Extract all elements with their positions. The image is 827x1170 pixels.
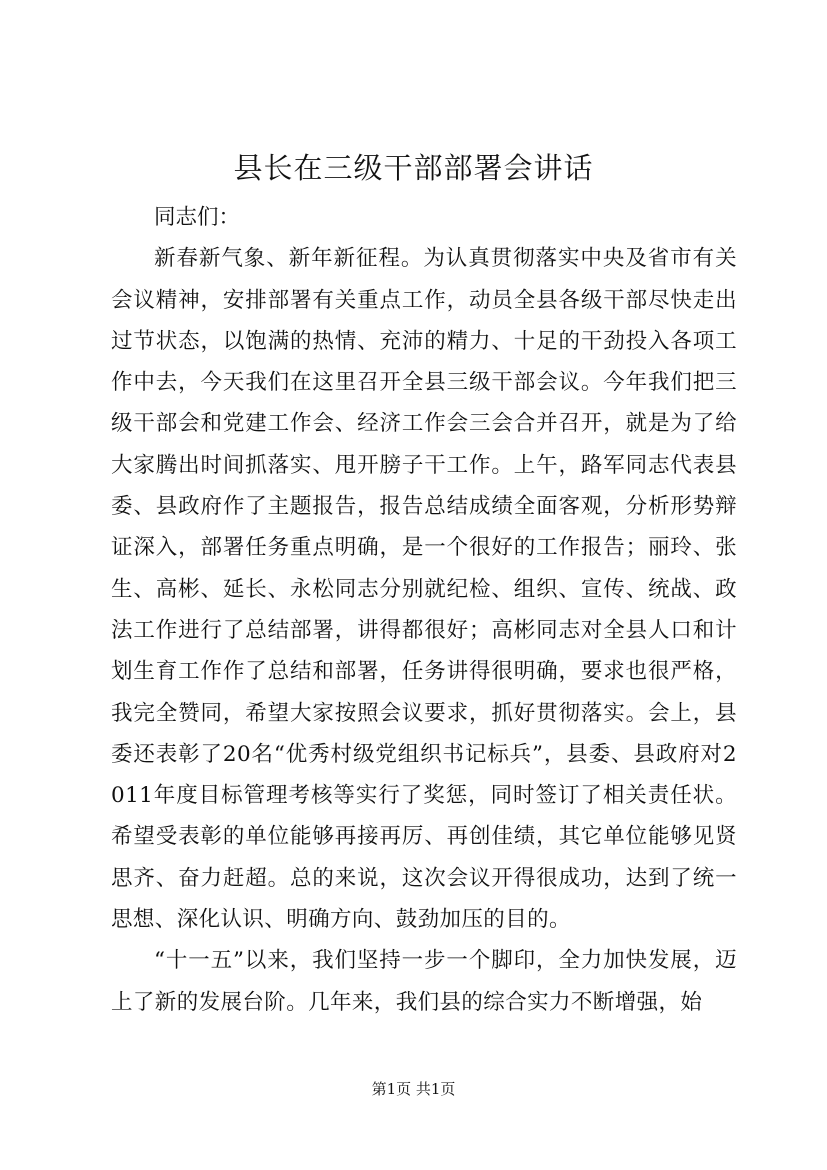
document-body (111, 197, 737, 1023)
paragraph-2: “十一五”以来，我们坚持一步一个脚印，全力加快发展，迈上了新的发展台阶。几年来，我们县的综合实力不断增强，始 (111, 948, 737, 1015)
page-footer: 第1页 共1页 (371, 1080, 456, 1098)
document-title: 县长在三级干部部署会讲话 (233, 151, 594, 185)
paragraph-1: 新春新气象、新年新征程。为认真贯彻落实中央及省市有关会议精神，安排部署有关重点工作，动员全县各级干部尽快走出过节状态，以饱满的热情、充沛的精力、十足的干劲投入各项工作中去，今天我们在这里召开全县三级干部会议。今年我们把三级干部会和党建工作会、经济工作会三会合并召开，就是为了给大家腾出时间抓落实、甩开膀子干工作。上午，路军同志代表县委、县政府作了主题报告，报告总结成绩全面客观，分析形势辩证深入，部署任务重点明确，是一个很好的工作报告；丽玲、张生、高彬、延长、永松同志分别就纪检、组织、宣传、统战、政法工作进行了总结部署，讲得都很好；高彬同志对全县人口和计划生育工作作了总结和部署，任务讲得很明确，要求也很严格，我完全赞同，希望大家按照会议要求，抓好贯彻落实。会上，县委还表彰了20名“优秀村级党组织书记标兵”，县委、县政府对2011年度目标管理考核等实行了奖惩，同时签订了相关责任状。希望受表彰的单位能够再接再厉、再创佳绩，其它单位能够见贤思齐、奋力赶超。总的来说，这次会议开得很成功，达到了统一思想、深化认识、明确方向、鼓劲加压的目的。 (111, 246, 737, 933)
salutation: 同志们： (154, 205, 241, 230)
